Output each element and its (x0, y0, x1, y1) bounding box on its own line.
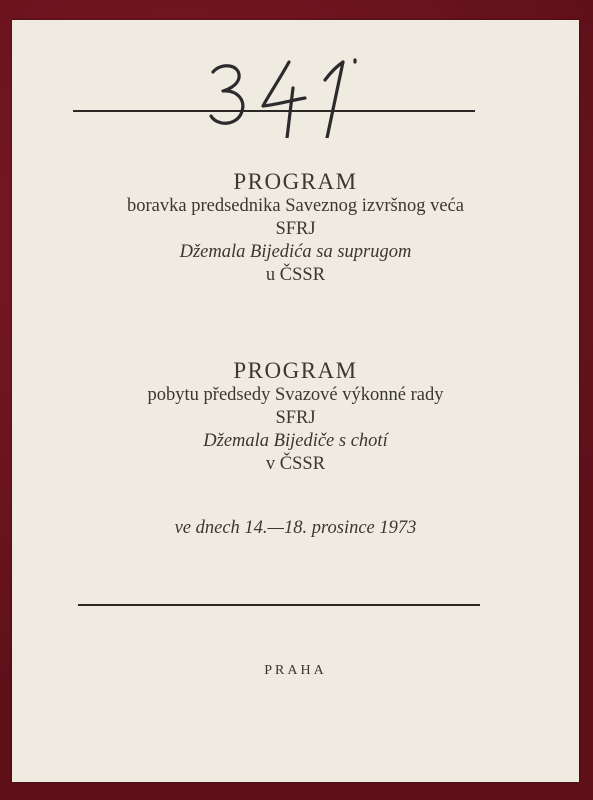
program-hr-line1: boravka predsednika Saveznog izvršnog veća (127, 196, 464, 216)
handwritten-number (207, 58, 367, 138)
program-card (12, 20, 579, 782)
program-czech (12, 358, 579, 476)
program-hr-line4: u ČSSR (265, 265, 326, 285)
top-divider (73, 110, 475, 112)
program-cz-line1: pobytu předsedy Svazové výkonné rady (147, 385, 444, 405)
program-cz-line4: v ČSSR (265, 454, 326, 474)
program-cz-line2: SFRJ (275, 408, 316, 428)
handwritten-number-text (207, 58, 367, 138)
program-dates: ve dnech 14.—18. prosince 1973 (174, 518, 417, 538)
program-place: PRAHA (264, 663, 327, 678)
program-cz-line3: Džemala Bijediče s chotí (203, 431, 388, 451)
program-hr-line3: Džemala Bijedića sa suprugom (179, 242, 412, 262)
program-title-cz: PROGRAM (233, 358, 358, 383)
program-hr-line2: SFRJ (275, 219, 316, 239)
program-title-hr: PROGRAM (233, 169, 358, 194)
program-croatian (12, 169, 579, 287)
bottom-divider (78, 604, 480, 606)
